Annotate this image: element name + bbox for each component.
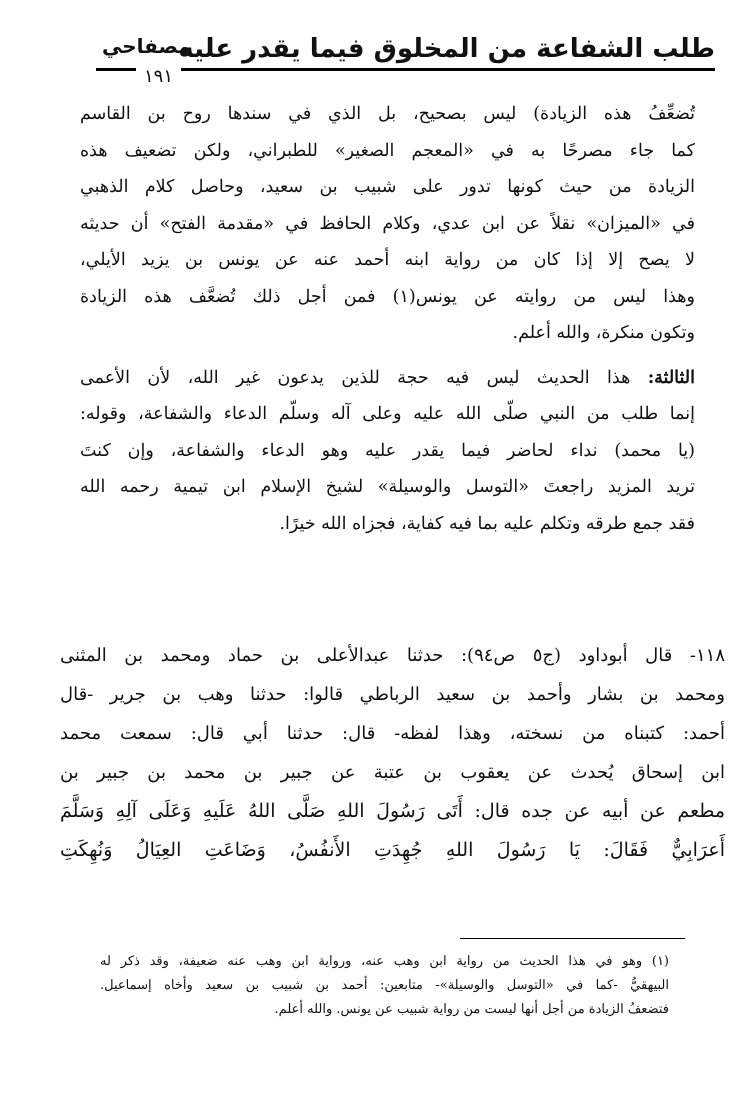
footnote-rule — [460, 938, 685, 939]
text-line-first — [80, 360, 695, 397]
text-line: لا يصح إلا إذا كان من رواية ابنه أحمد عنه عن يونس بن يزيد الأيلي، — [80, 250, 695, 270]
footnote-line: (١) وهو في هذا الحديث من رواية ابن وهب عنه، ورواية ابن وهب عنه ضعيفة، وقد ذكر له — [100, 954, 669, 969]
text-line: وتكون منكرة، والله أعلم. — [512, 323, 695, 343]
main-text — [80, 96, 695, 542]
page-number: ١٩١ — [136, 66, 181, 88]
running-header — [96, 28, 715, 87]
text-line: كما جاء مصرحًا به في «المعجم الصغير» للطبراني، ولكن تضعيف هذه — [80, 140, 695, 161]
footnotes — [100, 950, 669, 1022]
paragraph-gap — [80, 352, 695, 360]
text-line: فقد جمع طرقه وتكلم عليه بما فيه كفاية، فجزاه الله خيرًا. — [279, 513, 695, 534]
header-rule — [96, 68, 715, 71]
hadith-line: مطعم عن أبيه عن جده قال: أَتَى رَسُولَ اللهِ صَلَّى اللهُ عَلَيهِ وَعَلَى آلِهِ وَسَلَّمَ — [60, 800, 725, 822]
text-line: تريد المزيد راجعتَ «التوسل والوسيلة» لشيخ الإسلام ابن تيمية رحمه الله — [80, 477, 695, 497]
hadith-line: ١١٨- قال أبوداود (ج٥ ص٩٤): حدثنا عبدالأعلى بن حماد ومحمد بن المثنى — [60, 645, 726, 666]
text-line: وهذا ليس من روايته عن يونس(١) فمن أجل ذلك تُضعَّف هذه الزيادة — [80, 286, 695, 307]
text-line: تُضعِّفُ هذه الزيادة) ليس بصحيح، بل الذي في سندها روح بن القاسم — [80, 104, 695, 124]
text-line: إنما طلب من النبي صلّى الله عليه وعلى آله وسلّم الدعاء والشفاعة، وقوله: — [80, 404, 695, 424]
footnote-line: البيهقيُّ -كما في «التوسل والوسيلة»- متابعين: أحمد بن شبيب بن سعيد وأخاه إسماعيل. — [100, 978, 669, 993]
hadith-118 — [60, 636, 725, 870]
text-fragment: هذا الحديث ليس فيه حجة للذين يدعون غير الله، لأن الأعمى — [80, 367, 631, 388]
header-title: طلب الشفاعة من المخلوق فيما يقدر عليه — [178, 34, 715, 64]
hadith-line: أَعرَابِيٌّ فَقَالَ: يَا رَسُولَ اللهِ جُهِدَتِ الأَنفُسُ، وَضَاعَتِ العِيَالُ وَنُهِكَتِ — [60, 839, 725, 861]
text-line: في «الميزان» نقلاً عن ابن عدي، وكلام الحافظ في «مقدمة الفتح» أن حديثه — [80, 213, 695, 234]
text-line: (يا محمد) نداء لحاضر فيما يقدر عليه وهو الدعاء والشفاعة، وإن كنتَ — [80, 440, 695, 461]
header-book-name: مصفاحي — [102, 34, 191, 58]
hadith-line: أحمد: كتبناه من نسخته، وهذا لفظه- قال: حدثنا أبي قال: سمعت محمد — [60, 723, 725, 744]
text-line: الزيادة من حيث كونها تدور على شبيب بن سعيد، وحاصل كلام الذهبي — [80, 177, 695, 197]
paragraph-label: الثالثة: — [647, 367, 695, 388]
paragraph-2 — [80, 360, 695, 543]
hadith-line: ابن إسحاق يُحدث عن يعقوب بن عتبة عن جبير بن محمد بن جبير بن — [60, 762, 725, 783]
hadith-line: ومحمد بن بشار وأحمد بن سعيد الرباطي قالوا: حدثنا وهب بن جرير -قال — [60, 684, 725, 705]
footnote-line: فتضعفُ الزيادة من أجل أنها ليست من رواية شبيب عن يونس. والله أعلم. — [274, 1002, 669, 1017]
paragraph-1 — [80, 96, 695, 352]
